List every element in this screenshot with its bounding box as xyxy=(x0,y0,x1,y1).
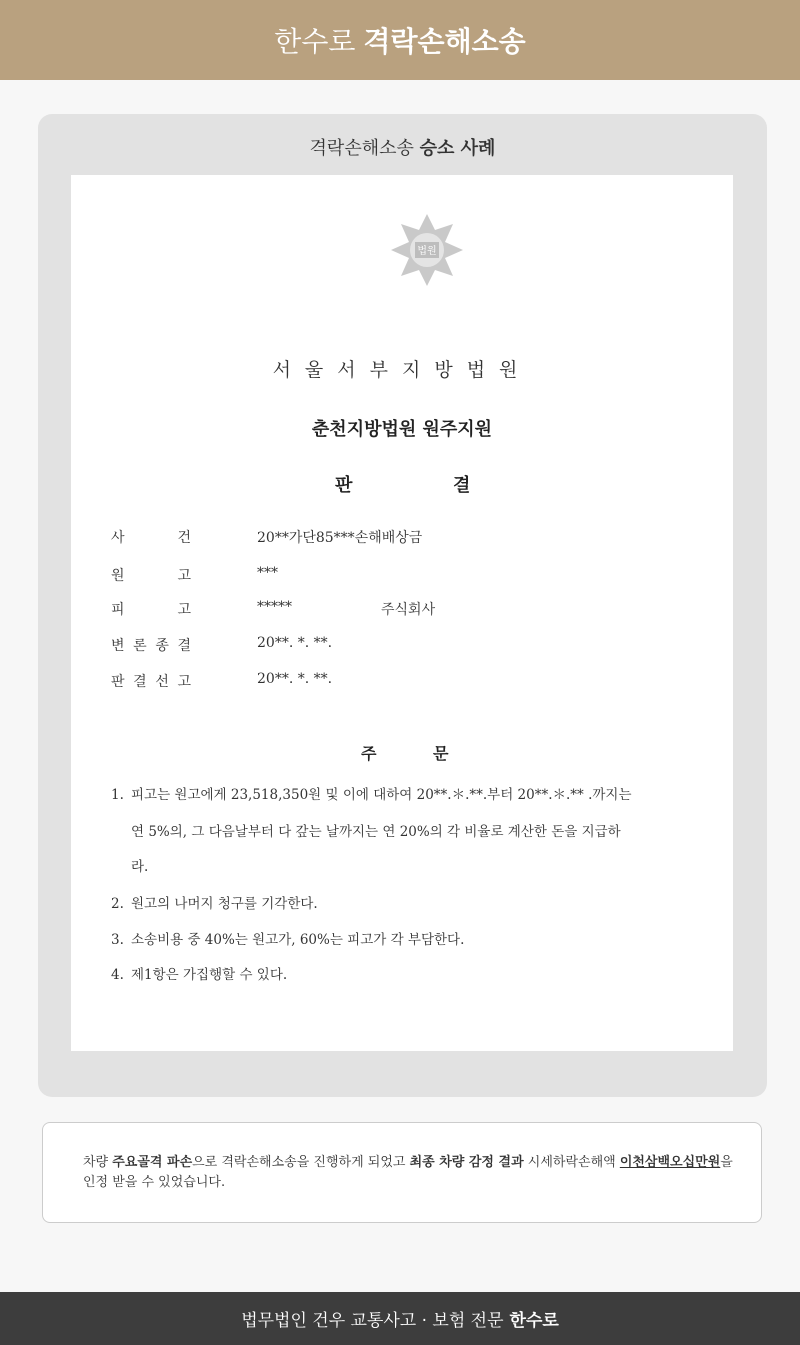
page-header xyxy=(0,0,800,80)
order-item: 4. 제1항은 가집행할 수 있다. xyxy=(111,967,288,983)
result-note-text: 차량 주요골격 파손으로 격락손해소송을 진행하게 되었고 최종 차량 감정 결과 시세하락손해액 이천삼백오십만원을 인정 받을 수 있었습니다. xyxy=(83,1155,733,1190)
info-extra: 주식회사 xyxy=(381,602,436,618)
info-value: ***** xyxy=(257,599,292,615)
header-title-light: 한수로 xyxy=(274,25,356,58)
footer-text: 법무법인 건우 교통사고 · 보험 전문 xyxy=(241,1311,504,1331)
order-item-continued: 연 5%의, 그 다음날부터 다 갚는 날까지는 연 20%의 각 비율로 계산한 돈을 지급하 xyxy=(131,824,621,840)
case-card xyxy=(38,114,767,1097)
header-title-bold: 격락손해소송 xyxy=(363,25,526,58)
order-item: 1. 피고는 원고에게 23,518,350원 및 이에 대하여 20**.＊.**.부터 20**.＊.** .까지는 xyxy=(111,787,632,803)
info-value: *** xyxy=(257,565,278,581)
court-name-seoul: 서울서부지방법원 xyxy=(272,359,532,381)
info-value: 20**가단85***손해배상금 xyxy=(257,530,423,546)
judgment-document: 법원 서울서부지방법원 춘천지방법원 원주지원 판 결 사 건 20**가단85***손해배상금 원 고 *** 피 고 ***** 주식회사 변 론 종 결 20**. *. **. 판 결 선 고 20**. *. **. 주 문 1. 피고는 원고에게 23,518,350원 및 이에 대하여 20**.＊.**.부터 20**.＊.** .까지는 연 5%의, 그 다음날부터 다 갚는 날까지는 연 20%의 각 비율로 계산한 돈을 지급하 라. 2. 원고의 나머지 청구를 기각한다. 3. 소송비용 중 40%는 원고가, 60%는 피고가 각 부담한다. 4. 제1항은 가집행할 수 있다. xyxy=(71,175,733,1051)
emblem-text: 법원 xyxy=(417,246,437,257)
page-footer xyxy=(0,1292,800,1345)
order-item: 3. 소송비용 중 40%는 원고가, 60%는 피고가 각 부담한다. xyxy=(111,932,465,948)
judgment-title-right: 결 xyxy=(453,475,471,496)
order-title-right: 문 xyxy=(433,744,449,763)
info-value: 20**. *. **. xyxy=(257,671,333,687)
card-title-bold: 승소 사례 xyxy=(419,138,496,159)
order-item: 2. 원고의 나머지 청구를 기각한다. xyxy=(111,896,318,912)
footer-brand: 한수로 xyxy=(509,1311,559,1331)
order-title-left: 주 xyxy=(361,744,377,763)
judgment-title-left: 판 xyxy=(335,475,353,496)
court-emblem-icon xyxy=(387,210,467,290)
card-title xyxy=(38,134,767,160)
court-name-wonju: 춘천지방법원 원주지원 xyxy=(311,419,493,440)
info-value: 20**. *. **. xyxy=(257,635,333,651)
order-item-continued: 라. xyxy=(131,859,149,875)
result-note xyxy=(42,1122,762,1223)
card-title-normal: 격락손해소송 xyxy=(309,138,414,159)
